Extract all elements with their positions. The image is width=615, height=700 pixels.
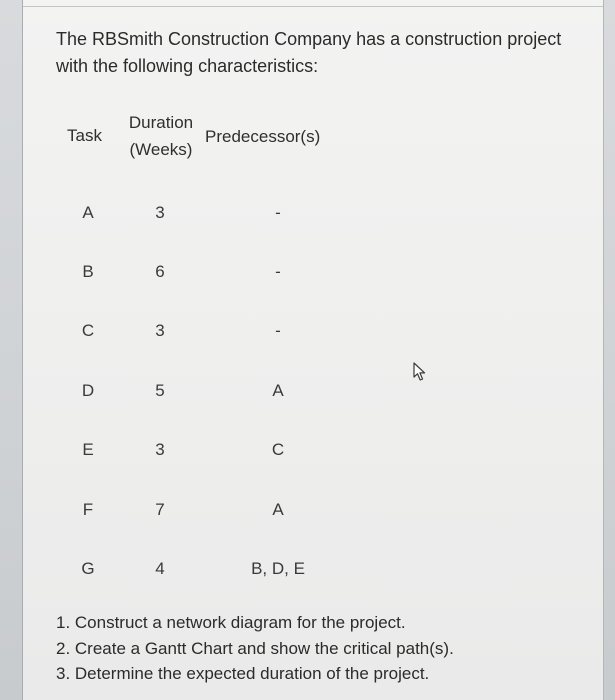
- cell-duration: 3: [155, 203, 165, 222]
- intro-line-2: with the following characteristics:: [56, 56, 319, 76]
- cell-duration: 5: [155, 381, 165, 400]
- header-duration-line-2: (Weeks): [129, 140, 193, 159]
- cell-task: F: [82, 500, 94, 519]
- question-list: [56, 610, 454, 687]
- header-task: Task: [67, 126, 102, 145]
- cell-duration: 3: [155, 321, 165, 340]
- question-item: 1. Construct a network diagram for the project.: [56, 613, 406, 632]
- cell-task: C: [81, 321, 95, 340]
- card-top-border: [23, 0, 603, 7]
- cell-predecessors: B, D, E: [251, 559, 305, 578]
- cell-duration: 4: [155, 559, 165, 578]
- header-duration: [122, 109, 200, 163]
- cell-predecessors: A: [272, 500, 284, 519]
- cell-duration: 6: [155, 262, 165, 281]
- cell-predecessors: -: [275, 203, 281, 222]
- cell-task: D: [81, 381, 95, 400]
- cell-task: G: [81, 559, 95, 578]
- cell-predecessors: A: [272, 381, 284, 400]
- problem-intro: [56, 26, 576, 80]
- question-item: 2. Create a Gantt Chart and show the critical path(s).: [56, 638, 454, 658]
- cell-duration: 3: [155, 440, 165, 459]
- header-predecessors: Predecessor(s): [205, 127, 321, 146]
- intro-line-1: The RBSmith Construction Company has a construction project: [56, 29, 562, 49]
- header-duration-line-1: Duration: [128, 113, 194, 132]
- cell-predecessors: -: [275, 262, 281, 281]
- cell-duration: 7: [155, 500, 165, 519]
- question-card: [22, 0, 604, 700]
- cell-task: A: [82, 203, 94, 222]
- cell-task: B: [82, 262, 94, 281]
- mouse-pointer-icon: [412, 362, 428, 382]
- cell-task: E: [82, 440, 94, 459]
- cell-predecessors: C: [271, 440, 285, 459]
- question-item: 3. Determine the expected duration of the project.: [56, 664, 430, 683]
- cell-predecessors: -: [275, 321, 281, 340]
